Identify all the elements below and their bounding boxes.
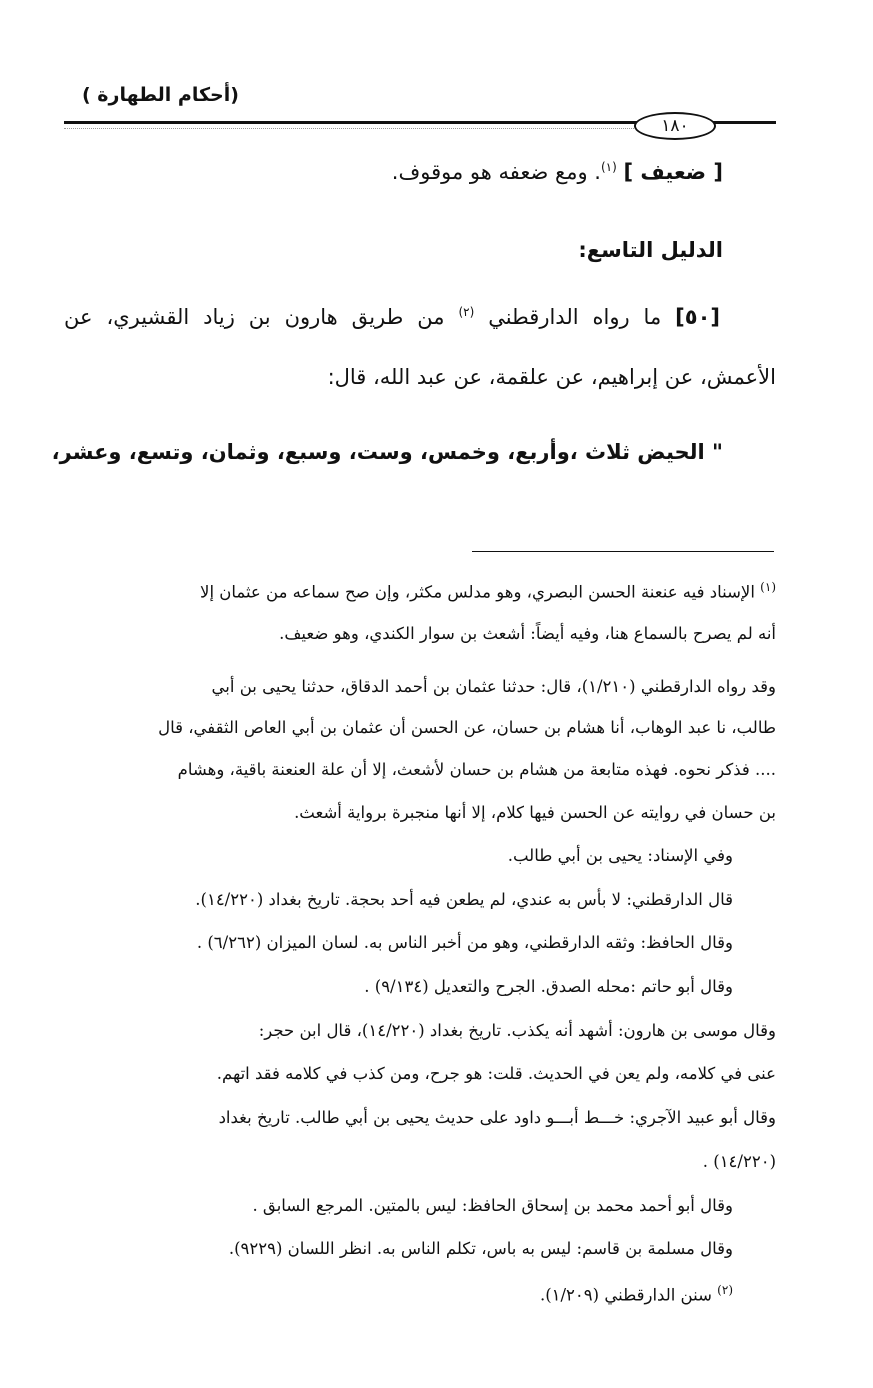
footnote-1-line-14: (١٤/٢٢٠) . <box>702 1152 776 1171</box>
main-line-1 <box>392 160 723 184</box>
footnote-1-marker: (١) <box>760 580 776 594</box>
footnote-1-line-10: وقال أبو حاتم :محله الصدق. الجرح والتعديل (٩/١٣٤) . <box>364 977 733 996</box>
footnote-1-line-2: أنه لم يصرح بالسماع هنا، وفيه أيضاً: أشعث بن سوار الكندي، وهو ضعيف. <box>279 624 776 643</box>
hadith-number: [٥٠] <box>675 305 720 329</box>
footnote-2-marker: (٢) <box>717 1283 733 1297</box>
main-line-3-b: من طريق هارون بن زياد القشيري، عن <box>64 305 459 329</box>
footnote-1-line-9: وقال الحافظ: وثقه الدارقطني، وهو من أخبر الناس به. لسان الميزان (٦/٢٦٢) . <box>196 933 733 952</box>
main-line-1-text: . ومع ضعفه هو موقوف. <box>391 160 601 184</box>
footnote-1-line-8: قال الدارقطني: لا بأس به عندي، لم يطعن فيه أحد بحجة. تاريخ بغداد (١٤/٢٢٠). <box>195 890 733 909</box>
footnote-1-line-3: وقد رواه الدارقطني (١/٢١٠)، قال: حدثنا عثمان بن أحمد الدقاق، حدثنا يحيى بن أبي <box>211 677 776 696</box>
footnote-1-line-5: .... فذكر نحوه. فهذه متابعة من هشام بن حسان لأشعث، إلا أن علة العنعنة باقية، وهشام <box>177 760 776 779</box>
footnote-1-line-11: وقال موسى بن هارون: أشهد أنه يكذب. تاريخ بغداد (١٤/٢٢٠)، قال ابن حجر: <box>258 1021 776 1040</box>
footnote-ref-1: (١) <box>600 160 617 174</box>
footnote-ref-2: (٢) <box>458 305 475 319</box>
footnote-2-line-1 <box>540 1283 733 1305</box>
hadith-text: " الحيض ثلاث ،وأربع، وخمس، وست، وسبع، وثمان، وتسع، وعشر، <box>51 440 723 464</box>
main-line-3 <box>64 305 720 329</box>
footnote-separator <box>472 551 774 552</box>
running-title: (أحكام الطهارة ) <box>82 84 239 106</box>
header-rule-faint <box>64 128 634 130</box>
footnote-1-line-16: وقال مسلمة بن قاسم: ليس به باس، تكلم الناس به. انظر اللسان (٩٢٢٩). <box>228 1239 733 1258</box>
footnote-1-text-1: الإسناد فيه عنعنة الحسن البصري، وهو مدلس مكثر، وإن صح سماعه من عثمان إلا <box>200 582 761 602</box>
footnote-1-line-13: وقال أبو عبيد الآجري: خـــط أبـــو داود على حديث يحيى بن أبي طالب. تاريخ بغداد <box>218 1108 776 1127</box>
footnote-1-line-1 <box>64 580 776 602</box>
footnote-1-line-4: طالب، نا عبد الوهاب، أنا هشام بن حسان، عن الحسن أن عثمان بن أبي العاص الثقفي، قال <box>158 718 776 737</box>
main-line-3-a: ما رواه الدارقطني <box>474 305 676 329</box>
main-line-4: الأعمش، عن إبراهيم، عن علقمة، عن عبد الله، قال: <box>327 365 776 389</box>
footnote-1-line-7: وفي الإسناد: يحيى بن أبي طالب. <box>507 846 733 865</box>
footnote-1-line-15: وقال أبو أحمد محمد بن إسحاق الحافظ: ليس بالمتين. المرجع السابق . <box>252 1196 733 1215</box>
page-number: ١٨٠ <box>634 112 716 140</box>
footnote-1-line-6: بن حسان في روايته عن الحسن فيها كلام، إلا أنها منجبرة برواية أشعث. <box>294 803 776 822</box>
grade-label: [ ضعيف ] <box>623 160 723 184</box>
footnote-2-text-1: سنن الدارقطني (١/٢٠٩). <box>539 1285 718 1305</box>
footnote-1-line-12: عنى في كلامه، ولم يعن في الحديث. قلت: هو جرح، ومن كذب في كلامه فقد اتهم. <box>216 1064 776 1083</box>
section-heading: الدليل التاسع: <box>578 238 723 262</box>
